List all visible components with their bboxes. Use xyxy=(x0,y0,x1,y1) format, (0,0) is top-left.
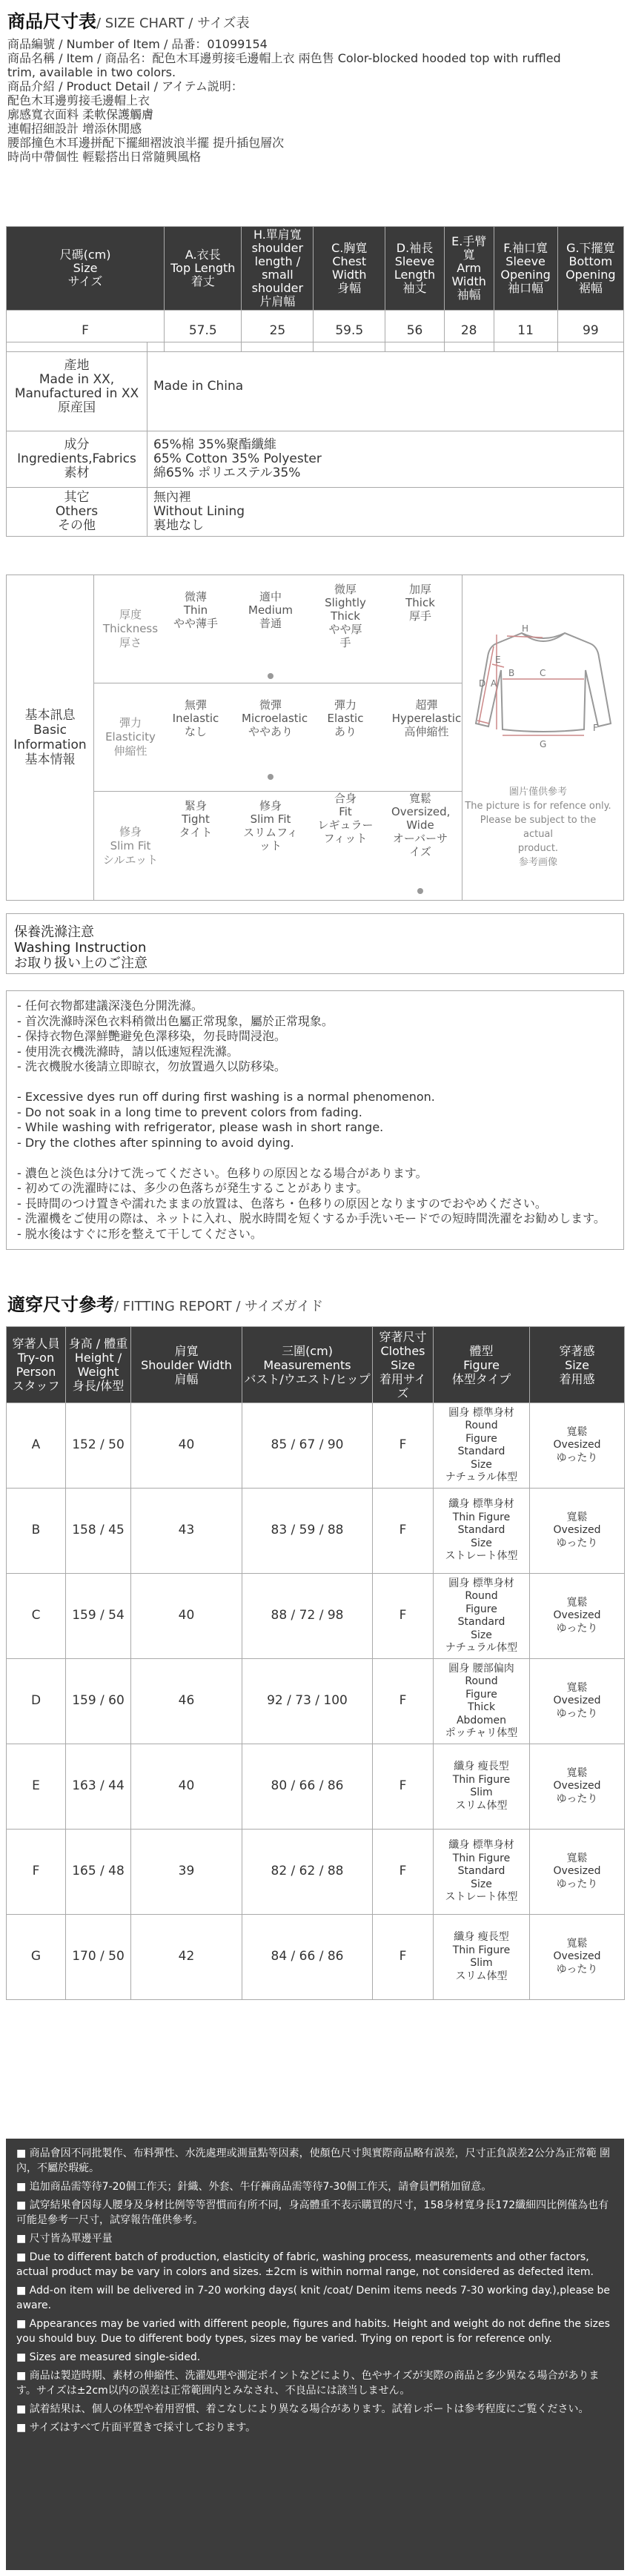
fit-option: 緊身 Tight タイト xyxy=(179,799,213,839)
diagram-label-c: C xyxy=(540,668,546,678)
fitting-cell: 80 / 66 / 86 xyxy=(242,1744,373,1830)
elasticity-option: 無彈 Inelastic なし xyxy=(172,698,219,738)
fitting-cell: 圓身 標準身材 Round Figure Standard Size ナチュラル体型 xyxy=(434,1403,530,1489)
fitting-cell: 46 xyxy=(131,1659,242,1744)
fitting-header-cell: 肩寬 Shoulder Width 肩幅 xyxy=(131,1327,242,1403)
fitting-cell: 纖身 瘦長型 Thin Figure Slim スリム体型 xyxy=(434,1915,530,2000)
note-item: ■ Add-on item will be delivered in 7-20 working days( knit /coat/ Denim items needs 7-30 working day.),please be aware. xyxy=(16,2285,611,2311)
product-info-line: 時尚中帶個性 輕鬆搭出日常隨興風格 xyxy=(7,150,202,164)
fitting-cell: F xyxy=(373,1744,434,1830)
size-header-cell: E.手臂寬 Arm Width 袖幅 xyxy=(444,227,494,311)
washing-line xyxy=(17,1075,613,1090)
washing-line: - 長時間のつけ置きや濡れたままの放置は、色落ち・色移りの原因となりますのでおやめください。 xyxy=(17,1196,547,1211)
fitting-report-heading xyxy=(7,1294,323,1316)
diagram-label-f: F xyxy=(593,723,598,733)
fitting-cell: 纖身 標準身材 Thin Figure Standard Size ストレート体型 xyxy=(434,1489,530,1574)
fitting-cell: 40 xyxy=(131,1574,242,1659)
others-label: 其它 Others その他 xyxy=(7,488,147,537)
size-header-cell: H.單肩寬 shoulder length / small shoulder 片肩幅 xyxy=(242,227,314,311)
fitting-table xyxy=(6,1326,625,2000)
fitting-row xyxy=(7,1915,625,2000)
fitting-header-cell: 穿著尺寸 Clothes Size 着用サイズ xyxy=(373,1327,434,1403)
fitting-row xyxy=(7,1574,625,1659)
fitting-cell: 40 xyxy=(131,1403,242,1489)
size-header-cell: A.衣長 Top Length 着丈 xyxy=(165,227,242,311)
fit-row xyxy=(94,792,462,900)
fitting-row xyxy=(7,1830,625,1915)
washing-instruction-text xyxy=(6,990,624,1250)
thickness-option: 適中 Medium 普通 xyxy=(248,590,293,630)
elasticity-option: 彈力 Elastic あり xyxy=(327,698,364,738)
note-item: ■ Due to different batch of production, elasticity of fabric, washing process, measurements and other factors, actual product may be vary in colors and sizes. ±2cm is within normal range, not considered as defected item. xyxy=(16,2251,594,2278)
fitting-cell: F xyxy=(373,1659,434,1744)
size-cell: 57.5 xyxy=(165,311,242,352)
size-chart-title: 商品尺寸表 xyxy=(7,11,96,32)
washing-line: - Excessive dyes run off during first washing is a normal phenomenon. xyxy=(17,1090,435,1104)
diagram-label-g: G xyxy=(540,739,547,749)
fitting-cell: 圓身 標準身材 Round Figure Standard Size ナチュラル体型 xyxy=(434,1574,530,1659)
fitting-cell: F xyxy=(373,1574,434,1659)
fitting-header-cell: 穿著感 Size 着用感 xyxy=(530,1327,625,1403)
note-item: ■ Sizes are measured single-sided. xyxy=(16,2351,201,2363)
washing-line: - 洗濯機をご使用の際は、ネットに入れ、脱水時間を短くするか手洗いモードでの短時間洗濯をお勧めします。 xyxy=(17,1211,606,1225)
washing-line: - 洗衣機脫水後請立即晾衣，勿放置過久以防移染。 xyxy=(17,1059,286,1073)
product-info-line: 腰部撞色木耳邊拼配下擺細褶波浪半擺 提升插包層次 xyxy=(7,136,285,150)
washing-line: - 保持衣物色澤鮮艷避免色澤移染，勿長時間浸泡。 xyxy=(17,1029,286,1043)
diagram-label-h: H xyxy=(522,623,529,634)
fit-option: 寬鬆 Oversized, Wide オーバーサイズ xyxy=(391,792,451,858)
size-cell: 59.5 xyxy=(314,311,385,352)
note-item: ■ 試着結果は、個人の体型や着用習慣、着こなしにより異なる場合があります。試着レポートは参考程度にご覧ください。 xyxy=(16,2403,589,2415)
fitting-cell: D xyxy=(7,1659,66,1744)
composition-label: 成分 Ingredients,Fabrics 素材 xyxy=(7,431,147,488)
thickness-option: 微薄 Thin やや薄手 xyxy=(173,590,218,630)
diagram-label-b: B xyxy=(508,668,515,678)
product-info-line: trim, available in two colors. xyxy=(7,65,176,79)
fitting-cell: 159 / 54 xyxy=(66,1574,131,1659)
fitting-cell: 寬鬆 Ovesized ゆったり xyxy=(530,1744,625,1830)
fitting-cell: E xyxy=(7,1744,66,1830)
fit-option: 合身 Fit レギュラーフィット xyxy=(317,792,374,845)
fitting-cell: 159 / 60 xyxy=(66,1659,131,1744)
thickness-label: 厚度 Thickness 厚さ xyxy=(102,608,159,649)
product-info-line: 商品編號 / Number of Item / 品番：01099154 xyxy=(7,37,268,51)
fitting-cell: 92 / 73 / 100 xyxy=(242,1659,373,1744)
washing-line: - 濃色と淡色は分けて洗ってください。色移りの原因となる場合があります。 xyxy=(17,1165,428,1180)
size-header-cell: G.下擺寬 Bottom Opening 裾幅 xyxy=(557,227,623,311)
fitting-row xyxy=(7,1403,625,1489)
fitting-cell: 寬鬆 Ovesized ゆったり xyxy=(530,1915,625,2000)
fitting-cell: 42 xyxy=(131,1915,242,2000)
fitting-cell: 寬鬆 Ovesized ゆったり xyxy=(530,1659,625,1744)
basic-info-label: 基本訊息 Basic Information 基本情報 xyxy=(7,575,94,900)
fitting-cell: F xyxy=(373,1403,434,1489)
size-cell: 11 xyxy=(494,311,557,352)
notes-panel xyxy=(6,2139,624,2570)
size-header-cell: D.袖長 Sleeve Length 袖丈 xyxy=(385,227,445,311)
others-value: 無內裡 Without Lining 裏地なし xyxy=(147,488,624,537)
note-item: ■ 追加商品需等待7-20個工作天；針織、外套、牛仔褲商品需等待7-30個工作天，請會員們稍加留意。 xyxy=(16,2181,492,2193)
thickness-row xyxy=(94,575,462,683)
origin-value: Made in China xyxy=(147,342,624,431)
note-item: ■ 商品は製造時期、素材の伸縮性、洗濯処理や測定ポイントなどにより、色やサイズが実際の商品と多少異なる場合があります。サイズは±2cm以内の誤差は正常範囲内とみなされ、不良品には該当しません。 xyxy=(16,2370,600,2397)
size-header-cell: 尺碼(cm) Size サイズ xyxy=(7,227,165,311)
fitting-cell: B xyxy=(7,1489,66,1574)
note-item: ■ 試穿結果會因每人腰身及身材比例等等習慣而有所不同，身高體重不表示購買的尺寸，158身材寬身長172纖細四比例僅為也有可能是參考一尺寸，試穿報告僅供參考。 xyxy=(16,2199,609,2226)
size-cell: 56 xyxy=(385,311,445,352)
fitting-cell: 40 xyxy=(131,1744,242,1830)
washing-line: - Dry the clothes after spinning to avoid dying. xyxy=(17,1135,294,1150)
fitting-cell: A xyxy=(7,1403,66,1489)
washing-line: - While washing with refrigerator, please wash in short range. xyxy=(17,1120,384,1134)
fitting-cell: 152 / 50 xyxy=(66,1403,131,1489)
product-info-line: 配色木耳邊剪接毛邊帽上衣 xyxy=(7,93,150,107)
fitting-cell: 84 / 66 / 86 xyxy=(242,1915,373,2000)
diagram-label-d: D xyxy=(479,678,486,689)
elasticity-row xyxy=(94,683,462,792)
washing-line: - Do not soak in a long time to prevent colors from fading. xyxy=(17,1105,362,1119)
thickness-option: 加厚 Thick 厚手 xyxy=(405,583,435,623)
fitting-cell: F xyxy=(373,1489,434,1574)
note-item: ■ Appearances may be varied with different people, figures and habits. Height and weight do not define the sizes you should buy. Due to different body types, sizes may be varied. Trying on report is for reference only. xyxy=(16,2318,610,2345)
note-item: ■ 商品會因不同批製作、布料彈性、水洗處理或測量點等因素，使顏色尺寸與實際商品略有誤差，尺寸正負誤差2公分為正常範 圍內，不屬於瑕疵。 xyxy=(16,2148,611,2174)
fit-selected-dot xyxy=(417,888,423,894)
fitting-cell: 寬鬆 Ovesized ゆったり xyxy=(530,1574,625,1659)
elasticity-option: 超彈 Hyperelastic 高伸縮性 xyxy=(391,698,462,738)
washing-line: - 任何衣物都建議深淺色分開洗滌。 xyxy=(17,999,203,1013)
size-cell: 99 xyxy=(557,311,623,352)
fitting-cell: 纖身 標準身材 Thin Figure Standard Size ストレート体型 xyxy=(434,1830,530,1915)
fitting-cell: 163 / 44 xyxy=(66,1744,131,1830)
note-item: ■ サイズはすべて片面平置きで採寸しております。 xyxy=(16,2422,256,2434)
fitting-cell: 158 / 45 xyxy=(66,1489,131,1574)
fitting-cell: F xyxy=(373,1915,434,2000)
fitting-cell: 寬鬆 Ovesized ゆったり xyxy=(530,1403,625,1489)
washing-line: - 初めての洗濯時には、多少の色落ちが発生することがあります。 xyxy=(17,1181,368,1195)
product-info-line: 商品介紹 / Product Detail / アイテム説明： xyxy=(7,79,243,93)
fitting-header-cell: 身高 / 體重 Height / Weight 身長/体型 xyxy=(66,1327,131,1403)
size-cell: 25 xyxy=(242,311,314,352)
fitting-cell: C xyxy=(7,1574,66,1659)
fitting-cell: 圓身 腰部偏肉 Round Figure Thick Abdomen ポッチャリ体型 xyxy=(434,1659,530,1744)
diagram-label-e: E xyxy=(495,655,501,665)
fitting-cell: 82 / 62 / 88 xyxy=(242,1830,373,1915)
elasticity-option: 微彈 Microelastic ややあり xyxy=(242,698,308,738)
fitting-cell: 纖身 瘦長型 Thin Figure Slim スリム体型 xyxy=(434,1744,530,1830)
composition-value: 65%棉 35%聚酯纖維 65% Cotton 35% Polyester 綿65% ポリエステル35% xyxy=(147,431,624,488)
size-cell: 28 xyxy=(444,311,494,352)
fitting-cell: 165 / 48 xyxy=(66,1830,131,1915)
product-info-line: 廓感寬衣面料 柔軟保護觸膚 xyxy=(7,107,154,122)
fitting-cell: 43 xyxy=(131,1489,242,1574)
elasticity-label: 彈力 Elasticity 伸縮性 xyxy=(105,716,156,758)
fit-option: 修身 Slim Fit スリムフィット xyxy=(243,799,298,852)
fitting-cell: 85 / 67 / 90 xyxy=(242,1403,373,1489)
fitting-cell: F xyxy=(7,1830,66,1915)
fitting-cell: 寬鬆 Ovesized ゆったり xyxy=(530,1489,625,1574)
fitting-header-cell: 三圍(cm) Measurements バスト/ウエスト/ヒップ xyxy=(242,1327,373,1403)
product-info xyxy=(7,37,623,164)
washing-line xyxy=(17,1150,613,1166)
fitting-header-cell: 穿著人員 Try-on Person スタッフ xyxy=(7,1327,66,1403)
size-cell: F xyxy=(7,311,165,352)
fitting-cell: F xyxy=(373,1830,434,1915)
diagram-label-a: A xyxy=(491,678,497,689)
fitting-cell: G xyxy=(7,1915,66,2000)
fitting-cell: 83 / 59 / 88 xyxy=(242,1489,373,1574)
fitting-cell: 88 / 72 / 98 xyxy=(242,1574,373,1659)
sweater-diagram-icon xyxy=(462,575,624,768)
fitting-cell: 39 xyxy=(131,1830,242,1915)
washing-instruction-title: 保養洗滌注意 Washing Instruction お取り扱い上のご注意 xyxy=(6,913,624,974)
size-chart-subtitle: / SIZE CHART / サイズ表 xyxy=(96,16,250,31)
material-table xyxy=(6,342,624,537)
picture-reference-note: 圖片僅供參考 The picture is for refence only. Please be subject to the actual product. 参考画像 xyxy=(465,787,611,868)
fitting-header-cell: 體型 Figure 体型タイプ xyxy=(434,1327,530,1403)
note-item: ■ 尺寸皆為單邊平量 xyxy=(16,2233,113,2245)
thickness-option: 微厚 Slightly Thick やや厚 手 xyxy=(325,583,366,649)
washing-line: - 使用洗衣機洗滌時，請以低速短程洗滌。 xyxy=(17,1044,239,1059)
fitting-cell: 寬鬆 Ovesized ゆったり xyxy=(530,1830,625,1915)
product-info-line: 商品名稱 / Item / 商品名：配色木耳邊剪接毛邊帽上衣 兩色售 Color-blocked hooded top with ruffled xyxy=(7,51,561,65)
fitting-report-title: 適穿尺寸參考 xyxy=(7,1294,114,1315)
fitting-report-subtitle: / FITTING REPORT / サイズガイド xyxy=(114,1299,324,1314)
fit-label: 修身 Slim Fit シルエット xyxy=(102,824,159,867)
fitting-row xyxy=(7,1659,625,1744)
fitting-row xyxy=(7,1744,625,1830)
fitting-row xyxy=(7,1489,625,1574)
elasticity-selected-dot xyxy=(268,774,273,780)
washing-line: - 首次洗滌時深色衣料稍微出色屬正常現象，屬於正常現象。 xyxy=(17,1013,334,1028)
product-info-line: 連帽招細設計 增添休閒感 xyxy=(7,122,142,136)
size-header-cell: F.袖口寬 Sleeve Opening 袖口幅 xyxy=(494,227,557,311)
thickness-selected-dot xyxy=(268,673,273,679)
origin-label: 產地 Made in XX, Manufactured in XX 原産国 xyxy=(7,342,147,431)
size-header-cell: C.胸寬 Chest Width 身幅 xyxy=(314,227,385,311)
washing-line: - 脱水後はすぐに形を整えて干してください。 xyxy=(17,1226,262,1241)
size-chart-heading xyxy=(7,10,250,33)
fitting-cell: 170 / 50 xyxy=(66,1915,131,2000)
size-table xyxy=(6,226,624,352)
